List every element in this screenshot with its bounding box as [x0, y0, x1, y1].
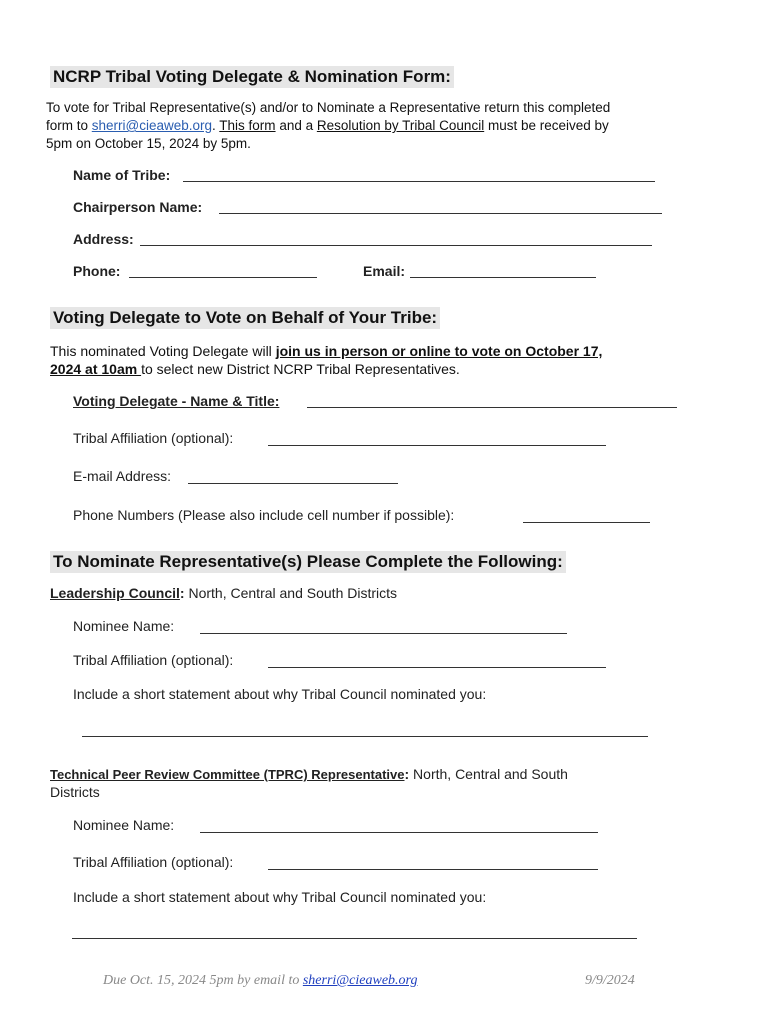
- chairperson-field[interactable]: [219, 213, 662, 214]
- delegate-email-label: E-mail Address:: [73, 468, 172, 484]
- tprc-desc: North, Central and South: [409, 766, 568, 782]
- intro-text: and a: [275, 118, 317, 133]
- nominate-heading: To Nominate Representative(s) Please Complete the Following:: [50, 551, 566, 573]
- phone-field[interactable]: [129, 277, 317, 278]
- chairperson-label: Chairperson Name:: [73, 199, 203, 215]
- intro-text: must be received by: [484, 118, 609, 133]
- leadership-colon: :: [179, 585, 185, 601]
- leadership-council-line: [50, 585, 397, 601]
- tprc-statement-field[interactable]: [72, 938, 637, 939]
- leadership-affiliation-label: Tribal Affiliation (optional):: [73, 652, 234, 668]
- address-field[interactable]: [140, 245, 652, 246]
- tprc-title: Technical Peer Review Committee (TPRC) Representative: [50, 767, 405, 782]
- tprc-affiliation-label: Tribal Affiliation (optional):: [73, 854, 234, 870]
- leadership-nominee-label: Nominee Name:: [73, 618, 175, 634]
- email-field[interactable]: [410, 277, 596, 278]
- tprc-nominee-label: Nominee Name:: [73, 817, 175, 833]
- tprc-nominee-field[interactable]: [200, 832, 598, 833]
- tprc-affiliation-field[interactable]: [268, 869, 598, 870]
- tprc-colon: :: [404, 766, 410, 782]
- delegate-name-label: Voting Delegate - Name & Title:: [73, 393, 280, 409]
- form-title: NCRP Tribal Voting Delegate & Nomination Form:: [50, 66, 454, 88]
- this-form-link[interactable]: This form: [219, 118, 276, 133]
- leadership-desc: North, Central and South Districts: [184, 585, 398, 601]
- leadership-nominee-field[interactable]: [200, 633, 567, 634]
- address-label: Address:: [73, 231, 134, 247]
- email-label: Email:: [363, 263, 406, 279]
- footer-due-note: [103, 973, 417, 989]
- footer-email-link[interactable]: sherri@cieaweb.org: [302, 973, 418, 988]
- delegate-phones-field[interactable]: [523, 522, 650, 523]
- footer-due-text: Due Oct. 15, 2024 5pm by email to: [103, 973, 303, 988]
- delegate-affiliation-field[interactable]: [268, 445, 606, 446]
- delegate-date-emphasis: join us in person or online to vote on October 17,: [275, 343, 603, 359]
- tprc-statement-label: Include a short statement about why Tribal Council nominated you:: [73, 889, 487, 905]
- delegate-intro-line-2: [50, 360, 460, 378]
- leadership-statement-field[interactable]: [82, 736, 648, 737]
- delegate-intro-line-1: [50, 342, 602, 360]
- phone-label: Phone:: [73, 263, 121, 279]
- resolution-link[interactable]: Resolution by Tribal Council: [316, 118, 485, 133]
- tribe-name-field[interactable]: [183, 181, 655, 182]
- intro-line-3: 5pm on October 15, 2024 by 5pm.: [46, 136, 251, 151]
- tprc-line: [50, 766, 568, 782]
- tprc-desc-line-2: Districts: [50, 784, 100, 800]
- delegate-affiliation-label: Tribal Affiliation (optional):: [73, 430, 234, 446]
- footer-date: 9/9/2024: [585, 973, 635, 988]
- email-link[interactable]: sherri@cieaweb.org: [91, 118, 213, 133]
- tribe-name-label: Name of Tribe:: [73, 167, 171, 183]
- delegate-phones-label: Phone Numbers (Please also include cell number if possible):: [73, 507, 455, 523]
- intro-line-2: [46, 117, 609, 135]
- intro-text: form to: [46, 118, 92, 133]
- delegate-name-field[interactable]: [307, 407, 677, 408]
- leadership-statement-label: Include a short statement about why Tribal Council nominated you:: [73, 686, 487, 702]
- leadership-affiliation-field[interactable]: [268, 667, 606, 668]
- delegate-email-field[interactable]: [188, 483, 398, 484]
- delegate-time-emphasis: 2024 at 10am: [50, 361, 142, 377]
- intro-line-1: To vote for Tribal Representative(s) and/or to Nominate a Representative return this completed: [46, 100, 611, 115]
- intro-text: .: [212, 118, 220, 133]
- voting-delegate-heading: Voting Delegate to Vote on Behalf of Your Tribe:: [50, 307, 440, 329]
- delegate-intro-text: This nominated Voting Delegate will: [50, 343, 276, 359]
- leadership-council-title: Leadership Council: [50, 585, 180, 601]
- delegate-intro-text: to select new District NCRP Tribal Representatives.: [141, 361, 460, 377]
